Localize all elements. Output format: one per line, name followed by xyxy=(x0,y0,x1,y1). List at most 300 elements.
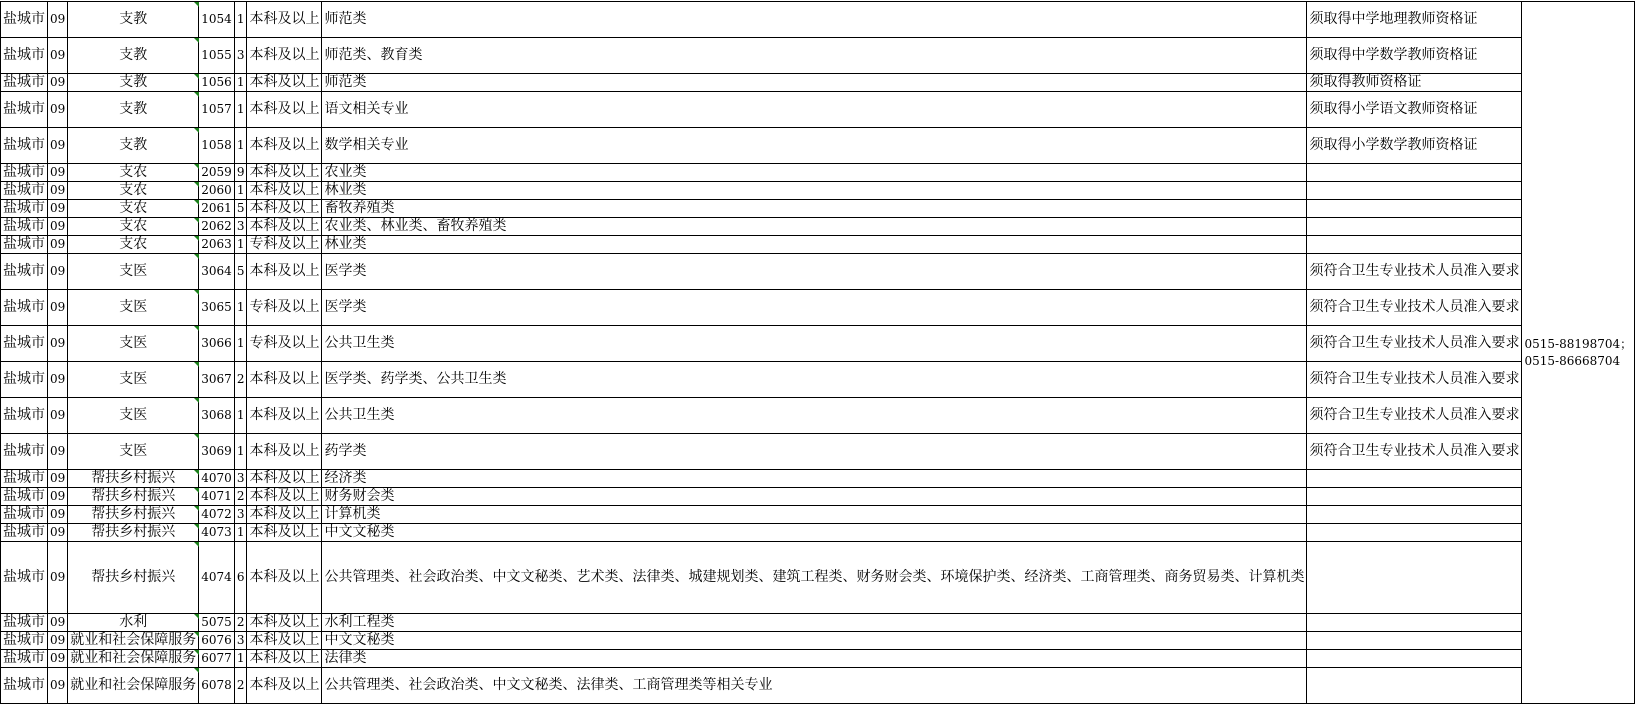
city-cell xyxy=(1,506,48,524)
table-row xyxy=(1,218,1635,236)
education-cell-text: 本科及以上 xyxy=(249,218,320,234)
post-type-cell xyxy=(68,128,199,164)
major-cell-text: 林业类 xyxy=(324,236,367,252)
education-cell-text: 本科及以上 xyxy=(249,470,320,486)
code-cell-text: 09 xyxy=(50,471,66,485)
table-row xyxy=(1,542,1635,614)
code-cell xyxy=(48,236,68,254)
major-cell xyxy=(322,236,1307,254)
education-cell-text: 本科及以上 xyxy=(249,632,320,648)
city-cell xyxy=(1,164,48,182)
post-code-cell xyxy=(199,542,235,614)
requirement-cell xyxy=(1307,236,1522,254)
code-cell xyxy=(48,128,68,164)
city-cell-text: 盐城市 xyxy=(3,407,45,423)
city-cell xyxy=(1,470,48,488)
table-row xyxy=(1,488,1635,506)
education-cell-text: 专科及以上 xyxy=(249,299,320,315)
headcount-cell xyxy=(234,128,247,164)
post-type-cell-text: 支教 xyxy=(119,74,148,90)
city-cell xyxy=(1,614,48,632)
city-cell xyxy=(1,668,48,704)
post-code-cell-text: 1054 xyxy=(201,12,232,26)
post-code-cell-text: 3066 xyxy=(201,336,232,350)
code-cell xyxy=(48,182,68,200)
headcount-cell-text: 1 xyxy=(236,237,245,251)
code-cell-text: 09 xyxy=(50,138,66,152)
education-cell xyxy=(247,38,322,74)
code-cell-text: 09 xyxy=(50,633,66,647)
education-cell xyxy=(247,362,322,398)
post-code-cell-text: 2060 xyxy=(201,183,232,197)
education-cell-text: 本科及以上 xyxy=(249,506,320,522)
major-cell-text: 医学类 xyxy=(324,299,367,315)
headcount-cell xyxy=(234,236,247,254)
post-code-cell-text: 4071 xyxy=(201,489,232,503)
major-cell-text: 中文文秘类 xyxy=(324,632,395,648)
post-type-cell xyxy=(68,506,199,524)
major-cell xyxy=(322,290,1307,326)
major-cell-text: 中文文秘类 xyxy=(324,524,395,540)
requirement-cell xyxy=(1307,254,1522,290)
city-cell-text: 盐城市 xyxy=(3,236,45,252)
code-cell-text: 09 xyxy=(50,102,66,116)
city-cell xyxy=(1,632,48,650)
table-row xyxy=(1,38,1635,74)
education-cell-text: 本科及以上 xyxy=(249,677,320,693)
headcount-cell xyxy=(234,632,247,650)
major-cell xyxy=(322,650,1307,668)
headcount-cell-text: 1 xyxy=(236,138,245,152)
contact-phone-cell xyxy=(1522,2,1635,704)
major-cell-text: 语文相关专业 xyxy=(324,101,409,117)
major-cell-text: 数学相关专业 xyxy=(324,137,409,153)
table-row xyxy=(1,434,1635,470)
city-cell xyxy=(1,362,48,398)
code-cell-text: 09 xyxy=(50,183,66,197)
code-cell-text: 09 xyxy=(50,237,66,251)
city-cell-text: 盐城市 xyxy=(3,443,45,459)
post-code-cell xyxy=(199,488,235,506)
major-cell-text: 公共卫生类 xyxy=(324,407,395,423)
city-cell-text: 盐城市 xyxy=(3,677,45,693)
headcount-cell-text: 2 xyxy=(236,615,245,629)
city-cell-text: 盐城市 xyxy=(3,569,45,585)
contact-phone-2: 0515-86668704 xyxy=(1524,353,1621,368)
post-code-cell xyxy=(199,92,235,128)
code-cell-text: 09 xyxy=(50,651,66,665)
headcount-cell xyxy=(234,362,247,398)
education-cell xyxy=(247,200,322,218)
requirement-cell xyxy=(1307,200,1522,218)
code-cell-text: 09 xyxy=(50,372,66,386)
post-code-cell-text: 2061 xyxy=(201,201,232,215)
code-cell-text: 09 xyxy=(50,165,66,179)
post-type-cell-text: 支农 xyxy=(119,236,148,252)
table-row xyxy=(1,632,1635,650)
requirement-cell xyxy=(1307,650,1522,668)
major-cell xyxy=(322,434,1307,470)
city-cell xyxy=(1,200,48,218)
post-code-cell xyxy=(199,614,235,632)
headcount-cell xyxy=(234,434,247,470)
requirement-cell-text: 须符合卫生专业技术人员准入要求 xyxy=(1309,443,1520,459)
education-cell-text: 本科及以上 xyxy=(249,137,320,153)
code-cell xyxy=(48,614,68,632)
recruitment-table xyxy=(0,1,1635,704)
post-code-cell-text: 2063 xyxy=(201,237,232,251)
post-type-cell xyxy=(68,614,199,632)
education-cell xyxy=(247,92,322,128)
requirement-cell-text: 须符合卫生专业技术人员准入要求 xyxy=(1309,335,1520,351)
code-cell xyxy=(48,254,68,290)
post-type-cell-text: 支农 xyxy=(119,200,148,216)
post-type-cell xyxy=(68,200,199,218)
code-cell-text: 09 xyxy=(50,408,66,422)
code-cell xyxy=(48,164,68,182)
education-cell-text: 本科及以上 xyxy=(249,200,320,216)
post-type-cell-text: 支医 xyxy=(119,335,148,351)
code-cell xyxy=(48,326,68,362)
table-row xyxy=(1,362,1635,398)
requirement-cell xyxy=(1307,434,1522,470)
table-row xyxy=(1,164,1635,182)
requirement-cell xyxy=(1307,398,1522,434)
major-cell xyxy=(322,506,1307,524)
headcount-cell-text: 2 xyxy=(236,489,245,503)
education-cell-text: 专科及以上 xyxy=(249,236,320,252)
city-cell-text: 盐城市 xyxy=(3,371,45,387)
post-type-cell-text: 支农 xyxy=(119,218,148,234)
major-cell-text: 水利工程类 xyxy=(324,614,395,630)
education-cell-text: 本科及以上 xyxy=(249,263,320,279)
education-cell xyxy=(247,164,322,182)
major-cell-text: 畜牧养殖类 xyxy=(324,200,395,216)
post-code-cell-text: 4070 xyxy=(201,471,232,485)
post-code-cell xyxy=(199,362,235,398)
post-type-cell-text: 就业和社会保障服务 xyxy=(70,632,197,648)
education-cell-text: 本科及以上 xyxy=(249,524,320,540)
code-cell xyxy=(48,668,68,704)
requirement-cell xyxy=(1307,668,1522,704)
post-code-cell xyxy=(199,470,235,488)
post-type-cell xyxy=(68,434,199,470)
code-cell xyxy=(48,38,68,74)
requirement-cell-text: 须取得教师资格证 xyxy=(1309,74,1422,90)
post-code-cell-text: 4074 xyxy=(201,570,232,584)
code-cell-text: 09 xyxy=(50,264,66,278)
requirement-cell xyxy=(1307,326,1522,362)
headcount-cell-text: 3 xyxy=(236,507,245,521)
city-cell xyxy=(1,236,48,254)
city-cell xyxy=(1,650,48,668)
table-row xyxy=(1,74,1635,92)
city-cell-text: 盐城市 xyxy=(3,524,45,540)
major-cell xyxy=(322,92,1307,128)
major-cell xyxy=(322,326,1307,362)
requirement-cell-text: 须符合卫生专业技术人员准入要求 xyxy=(1309,299,1520,315)
code-cell xyxy=(48,92,68,128)
major-cell xyxy=(322,164,1307,182)
post-type-cell xyxy=(68,2,199,38)
headcount-cell xyxy=(234,200,247,218)
education-cell xyxy=(247,128,322,164)
requirement-cell xyxy=(1307,164,1522,182)
city-cell xyxy=(1,92,48,128)
post-type-cell-text: 支教 xyxy=(119,101,148,117)
post-code-cell-text: 1057 xyxy=(201,102,232,116)
major-cell xyxy=(322,668,1307,704)
post-code-cell xyxy=(199,236,235,254)
major-cell-text: 公共管理类、社会政治类、中文文秘类、艺术类、法律类、城建规划类、建筑工程类、财务财会类、环境保护类、经济类、工商管理类、商务贸易类、计算机类 xyxy=(324,569,1305,585)
education-cell xyxy=(247,524,322,542)
major-cell xyxy=(322,398,1307,434)
post-code-cell-text: 3064 xyxy=(201,264,232,278)
requirement-cell xyxy=(1307,542,1522,614)
education-cell xyxy=(247,182,322,200)
post-code-cell xyxy=(199,74,235,92)
headcount-cell xyxy=(234,398,247,434)
post-type-cell-text: 支农 xyxy=(119,164,148,180)
education-cell-text: 本科及以上 xyxy=(249,164,320,180)
city-cell xyxy=(1,2,48,38)
post-code-cell-text: 4073 xyxy=(201,525,232,539)
code-cell xyxy=(48,200,68,218)
post-type-cell xyxy=(68,236,199,254)
city-cell-text: 盐城市 xyxy=(3,614,45,630)
major-cell-text: 师范类 xyxy=(324,74,367,90)
headcount-cell xyxy=(234,164,247,182)
city-cell-text: 盐城市 xyxy=(3,218,45,234)
requirement-cell-text: 须取得中学地理教师资格证 xyxy=(1309,11,1478,27)
requirement-cell xyxy=(1307,470,1522,488)
code-cell-text: 09 xyxy=(50,336,66,350)
headcount-cell-text: 3 xyxy=(236,633,245,647)
post-type-cell xyxy=(68,74,199,92)
requirement-cell-text: 须取得中学数学教师资格证 xyxy=(1309,47,1478,63)
requirement-cell xyxy=(1307,632,1522,650)
code-cell-text: 09 xyxy=(50,570,66,584)
city-cell-text: 盐城市 xyxy=(3,335,45,351)
requirement-cell xyxy=(1307,506,1522,524)
code-cell xyxy=(48,470,68,488)
headcount-cell xyxy=(234,470,247,488)
city-cell xyxy=(1,488,48,506)
education-cell-text: 本科及以上 xyxy=(249,614,320,630)
education-cell-text: 本科及以上 xyxy=(249,101,320,117)
table-row xyxy=(1,128,1635,164)
major-cell-text: 药学类 xyxy=(324,443,367,459)
major-cell xyxy=(322,362,1307,398)
city-cell-text: 盐城市 xyxy=(3,488,45,504)
major-cell xyxy=(322,254,1307,290)
major-cell xyxy=(322,74,1307,92)
city-cell-text: 盐城市 xyxy=(3,164,45,180)
code-cell xyxy=(48,398,68,434)
city-cell xyxy=(1,182,48,200)
education-cell xyxy=(247,488,322,506)
city-cell-text: 盐城市 xyxy=(3,200,45,216)
contact-phone-1: 0515-88198704； xyxy=(1524,336,1633,351)
major-cell xyxy=(322,182,1307,200)
major-cell-text: 计算机类 xyxy=(324,506,381,522)
table-row xyxy=(1,2,1635,38)
post-type-cell xyxy=(68,362,199,398)
table-row xyxy=(1,290,1635,326)
requirement-cell xyxy=(1307,38,1522,74)
post-type-cell-text: 支教 xyxy=(119,137,148,153)
post-code-cell-text: 6077 xyxy=(201,651,232,665)
table-row xyxy=(1,326,1635,362)
education-cell xyxy=(247,74,322,92)
post-type-cell xyxy=(68,488,199,506)
headcount-cell-text: 1 xyxy=(236,651,245,665)
city-cell-text: 盐城市 xyxy=(3,650,45,666)
post-code-cell xyxy=(199,164,235,182)
requirement-cell xyxy=(1307,290,1522,326)
requirement-cell xyxy=(1307,614,1522,632)
table-row xyxy=(1,182,1635,200)
city-cell xyxy=(1,128,48,164)
post-code-cell xyxy=(199,506,235,524)
city-cell-text: 盐城市 xyxy=(3,263,45,279)
table-row xyxy=(1,254,1635,290)
code-cell-text: 09 xyxy=(50,201,66,215)
education-cell xyxy=(247,542,322,614)
city-cell xyxy=(1,290,48,326)
requirement-cell xyxy=(1307,2,1522,38)
headcount-cell-text: 5 xyxy=(236,264,245,278)
code-cell-text: 09 xyxy=(50,489,66,503)
headcount-cell xyxy=(234,614,247,632)
headcount-cell xyxy=(234,290,247,326)
post-code-cell xyxy=(199,290,235,326)
education-cell xyxy=(247,326,322,362)
post-code-cell xyxy=(199,182,235,200)
education-cell xyxy=(247,218,322,236)
post-type-cell xyxy=(68,668,199,704)
city-cell xyxy=(1,542,48,614)
city-cell-text: 盐城市 xyxy=(3,632,45,648)
table-row xyxy=(1,506,1635,524)
major-cell-text: 师范类 xyxy=(324,11,367,27)
major-cell-text: 法律类 xyxy=(324,650,367,666)
requirement-cell xyxy=(1307,74,1522,92)
requirement-cell xyxy=(1307,488,1522,506)
post-type-cell xyxy=(68,38,199,74)
city-cell xyxy=(1,434,48,470)
headcount-cell xyxy=(234,74,247,92)
post-code-cell xyxy=(199,398,235,434)
education-cell-text: 本科及以上 xyxy=(249,488,320,504)
major-cell xyxy=(322,128,1307,164)
education-cell-text: 本科及以上 xyxy=(249,74,320,90)
code-cell-text: 09 xyxy=(50,75,66,89)
table-row xyxy=(1,236,1635,254)
city-cell xyxy=(1,74,48,92)
major-cell xyxy=(322,2,1307,38)
post-code-cell-text: 4072 xyxy=(201,507,232,521)
post-code-cell xyxy=(199,38,235,74)
headcount-cell-text: 1 xyxy=(236,444,245,458)
city-cell xyxy=(1,38,48,74)
education-cell xyxy=(247,434,322,470)
headcount-cell xyxy=(234,326,247,362)
post-type-cell xyxy=(68,182,199,200)
post-code-cell xyxy=(199,668,235,704)
headcount-cell xyxy=(234,2,247,38)
major-cell-text: 农业类、林业类、畜牧养殖类 xyxy=(324,218,507,234)
code-cell xyxy=(48,74,68,92)
post-code-cell xyxy=(199,326,235,362)
major-cell-text: 公共管理类、社会政治类、中文文秘类、法律类、工商管理类等相关专业 xyxy=(324,677,773,693)
headcount-cell-text: 3 xyxy=(236,471,245,485)
headcount-cell xyxy=(234,488,247,506)
headcount-cell-text: 3 xyxy=(236,219,245,233)
table-row xyxy=(1,200,1635,218)
education-cell-text: 本科及以上 xyxy=(249,650,320,666)
post-code-cell-text: 1055 xyxy=(201,48,232,62)
city-cell xyxy=(1,398,48,434)
post-code-cell-text: 5075 xyxy=(201,615,232,629)
headcount-cell xyxy=(234,218,247,236)
headcount-cell-text: 1 xyxy=(236,336,245,350)
post-code-cell xyxy=(199,200,235,218)
education-cell-text: 本科及以上 xyxy=(249,569,320,585)
requirement-cell xyxy=(1307,182,1522,200)
requirement-cell xyxy=(1307,218,1522,236)
post-type-cell-text: 支教 xyxy=(119,11,148,27)
post-type-cell xyxy=(68,92,199,128)
post-type-cell xyxy=(68,326,199,362)
code-cell-text: 09 xyxy=(50,12,66,26)
education-cell xyxy=(247,506,322,524)
major-cell xyxy=(322,218,1307,236)
major-cell-text: 农业类 xyxy=(324,164,367,180)
major-cell xyxy=(322,488,1307,506)
post-code-cell-text: 2062 xyxy=(201,219,232,233)
post-code-cell-text: 3068 xyxy=(201,408,232,422)
education-cell-text: 本科及以上 xyxy=(249,371,320,387)
post-code-cell xyxy=(199,524,235,542)
post-code-cell xyxy=(199,434,235,470)
headcount-cell xyxy=(234,506,247,524)
post-type-cell xyxy=(68,650,199,668)
table-row xyxy=(1,668,1635,704)
code-cell-text: 09 xyxy=(50,678,66,692)
post-type-cell-text: 就业和社会保障服务 xyxy=(70,650,197,666)
city-cell-text: 盐城市 xyxy=(3,74,45,90)
headcount-cell-text: 1 xyxy=(236,102,245,116)
headcount-cell xyxy=(234,542,247,614)
headcount-cell xyxy=(234,254,247,290)
major-cell xyxy=(322,38,1307,74)
education-cell xyxy=(247,398,322,434)
post-type-cell xyxy=(68,542,199,614)
code-cell-text: 09 xyxy=(50,525,66,539)
headcount-cell xyxy=(234,182,247,200)
headcount-cell xyxy=(234,92,247,128)
post-code-cell xyxy=(199,128,235,164)
city-cell-text: 盐城市 xyxy=(3,11,45,27)
major-cell xyxy=(322,200,1307,218)
post-code-cell-text: 6078 xyxy=(201,678,232,692)
education-cell xyxy=(247,236,322,254)
post-code-cell xyxy=(199,254,235,290)
post-type-cell-text: 支医 xyxy=(119,371,148,387)
headcount-cell-text: 1 xyxy=(236,183,245,197)
post-type-cell xyxy=(68,398,199,434)
